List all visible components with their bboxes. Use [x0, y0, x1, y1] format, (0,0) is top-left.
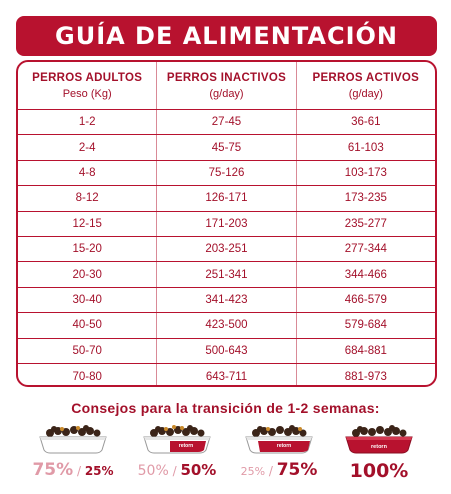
- ratio-separator: /: [168, 464, 181, 478]
- cell-inactive: 341-423: [156, 288, 295, 312]
- ratio-label: [236, 460, 322, 480]
- ratio-first: 75%: [32, 460, 74, 480]
- cell-weight: 2-4: [78, 141, 96, 154]
- cell-active: 36-61: [296, 110, 435, 134]
- cell-weight: 15-20: [72, 243, 102, 256]
- ratio-first: 25%: [240, 465, 266, 478]
- table-row: [18, 339, 435, 364]
- ratio-label: [134, 460, 220, 479]
- cell-inactive: 126-171: [156, 186, 295, 210]
- table-row: [18, 212, 435, 237]
- bowl-step-2: [134, 424, 220, 484]
- cell-inactive: 75-126: [156, 161, 295, 185]
- bowl-step-4: [336, 424, 422, 484]
- cell-inactive: 500-643: [156, 339, 295, 363]
- cell-inactive: 171-203: [156, 212, 295, 236]
- cell-active: 235-277: [296, 212, 435, 236]
- ratio-full: 100%: [349, 460, 409, 482]
- table-row: [18, 110, 435, 135]
- ratio-second: 50%: [180, 461, 217, 479]
- cell-active: 277-344: [296, 237, 435, 261]
- ratio-second: 25%: [84, 464, 114, 478]
- cell-active: 466-579: [296, 288, 435, 312]
- food-bowl-icon: [36, 424, 110, 454]
- cell-weight: 20-30: [72, 268, 102, 281]
- ratio-label: [30, 460, 116, 480]
- food-bowl-icon: [140, 424, 214, 454]
- ratio-separator: /: [265, 464, 277, 478]
- table-body: [18, 110, 435, 387]
- cell-weight: 12-15: [72, 217, 102, 230]
- cell-active: 579-684: [296, 313, 435, 337]
- cell-active: 103-173: [296, 161, 435, 185]
- feeding-table: [16, 60, 437, 387]
- cell-inactive: 203-251: [156, 237, 295, 261]
- table-row: [18, 237, 435, 262]
- cell-inactive: 45-75: [156, 135, 295, 159]
- cell-active: 684-881: [296, 339, 435, 363]
- cell-inactive: 643-711: [156, 364, 295, 387]
- table-row: [18, 288, 435, 313]
- table-row: [18, 186, 435, 211]
- cell-inactive: 423-500: [156, 313, 295, 337]
- title-banner: [16, 16, 437, 56]
- food-bowl-icon: [242, 424, 316, 454]
- header-inactive-dogs: [156, 62, 295, 109]
- header-title: PERROS ADULTOS: [32, 71, 143, 84]
- cell-weight: 30-40: [72, 293, 102, 306]
- brand-label: retorn: [178, 443, 194, 449]
- header-adult-dogs: [18, 62, 156, 109]
- brand-label: retorn: [276, 443, 292, 449]
- cell-active: 173-235: [296, 186, 435, 210]
- cell-weight: 40-50: [72, 319, 102, 332]
- table-header: [18, 62, 435, 110]
- ratio-separator: /: [73, 464, 85, 478]
- bowl-step-3: [236, 424, 322, 484]
- cell-inactive: 251-341: [156, 262, 295, 286]
- cell-weight: 1-2: [78, 116, 96, 129]
- table-row: [18, 313, 435, 338]
- header-unit: (g/day): [348, 87, 383, 100]
- header-title: PERROS INACTIVOS: [166, 71, 287, 84]
- cell-weight: 50-70: [72, 344, 102, 357]
- header-unit: (g/day): [209, 87, 244, 100]
- bowl-step-1: [30, 424, 116, 484]
- cell-active: 881-973: [296, 364, 435, 387]
- table-row: [18, 161, 435, 186]
- cell-active: 61-103: [296, 135, 435, 159]
- table-row: [18, 135, 435, 160]
- brand-label: retorn: [371, 444, 387, 450]
- header-unit: Peso (Kg): [62, 87, 112, 100]
- ratio-label: [336, 460, 422, 482]
- ratio-first: 50%: [137, 463, 169, 479]
- transition-bowls: [30, 424, 430, 484]
- header-active-dogs: [296, 62, 435, 109]
- cell-weight: 4-8: [78, 166, 96, 179]
- transition-tips-title: Consejos para la transición de 1-2 semanas:: [71, 400, 380, 416]
- page-title: GUÍA DE ALIMENTACIÓN: [55, 22, 398, 50]
- cell-active: 344-466: [296, 262, 435, 286]
- table-row: [18, 364, 435, 387]
- food-bowl-icon: [342, 424, 416, 454]
- cell-weight: 8-12: [75, 192, 99, 205]
- cell-inactive: 27-45: [156, 110, 295, 134]
- ratio-second: 75%: [276, 460, 318, 480]
- table-row: [18, 262, 435, 287]
- cell-weight: 70-80: [72, 370, 102, 383]
- header-title: PERROS ACTIVOS: [312, 71, 420, 84]
